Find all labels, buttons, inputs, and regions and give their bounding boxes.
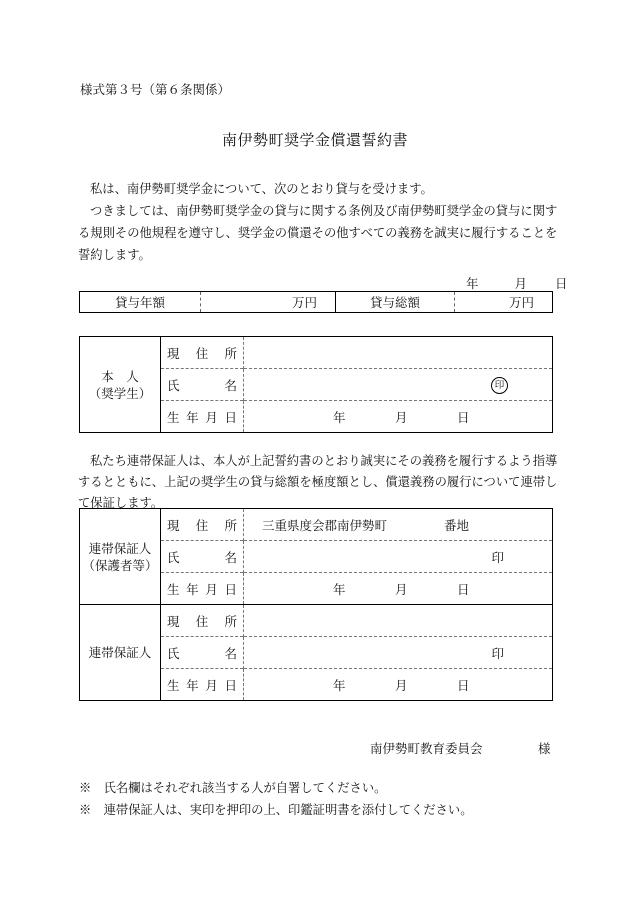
guarantor2-name-field[interactable] bbox=[244, 637, 553, 669]
intro-line: る規則その他規程を遵守し、奨学金の償還その他すべての義務を誠実に履行することを bbox=[78, 226, 558, 240]
intro-line: 誓約します。 bbox=[78, 248, 151, 262]
month-label: 月 bbox=[395, 677, 408, 693]
guarantor1-heading bbox=[80, 509, 161, 605]
address-label: 現 住 所 bbox=[161, 605, 244, 637]
intro-paragraph bbox=[78, 178, 560, 266]
guarantor1-address-prefix: 三重県度会郡南伊勢町 bbox=[262, 517, 388, 533]
loan-total-unit: 万円 bbox=[508, 295, 534, 310]
guarantor-line: て保証します。 bbox=[78, 496, 164, 510]
loan-amount-table bbox=[79, 291, 553, 313]
name-label: 氏 名 bbox=[161, 369, 244, 401]
birthdate-label: 生 年 月 日 bbox=[161, 669, 244, 701]
name-label: 氏 名 bbox=[161, 637, 244, 669]
student-birthdate-field[interactable] bbox=[244, 401, 553, 433]
intro-line: 私は、南伊勢町奨学金について、次のとおり貸与を受けます。 bbox=[90, 182, 433, 196]
seal-mark: 印 bbox=[491, 377, 508, 394]
year-label: 年 bbox=[333, 677, 346, 693]
guarantor1-birthdate-field[interactable] bbox=[244, 573, 553, 605]
guarantor-line: 私たち連帯保証人は、本人が上記誓約書のとおり誠実にその義務を履行するよう指導 bbox=[90, 454, 558, 468]
address-label: 現 住 所 bbox=[161, 337, 244, 369]
intro-line: つきましては、南伊勢町奨学金の貸与に関する条例及び南伊勢町奨学金の貸与に関す bbox=[90, 204, 558, 218]
guarantor2-heading bbox=[80, 605, 161, 701]
guarantor2-address-field[interactable] bbox=[244, 605, 553, 637]
guarantor1-heading-line1: 連帯保証人 bbox=[88, 540, 152, 556]
year-label: 年 bbox=[333, 581, 346, 597]
guarantor-line: するとともに、上記の奨学生の貸与総額を極度額とし、償還義務の履行について連帯し bbox=[78, 475, 558, 489]
guarantor1-address-field[interactable] bbox=[244, 509, 553, 541]
student-address-field[interactable] bbox=[244, 337, 553, 369]
guarantor2-birthdate-field[interactable] bbox=[244, 669, 553, 701]
student-heading-line2: （奨学生） bbox=[88, 385, 152, 401]
month-label: 月 bbox=[395, 581, 408, 597]
loan-annual-label: 貸与年額 bbox=[80, 292, 201, 313]
guarantor1-heading-line2: （保護者等） bbox=[82, 557, 158, 573]
recipient-honorific: 様 bbox=[538, 741, 551, 756]
name-label: 氏 名 bbox=[161, 541, 244, 573]
form-number: 様式第３号（第６条関係） bbox=[80, 82, 231, 97]
guarantor1-name-field[interactable] bbox=[244, 541, 553, 573]
birthdate-label: 生 年 月 日 bbox=[161, 573, 244, 605]
pledge-date bbox=[466, 274, 567, 292]
month-label: 月 bbox=[395, 409, 408, 425]
note-item: ※ 連帯保証人は、実印を押印の上、印鑑証明書を添付してください。 bbox=[79, 803, 473, 817]
date-month: 月 bbox=[514, 276, 527, 291]
guarantor1-address-suffix: 番地 bbox=[444, 517, 470, 533]
day-label: 日 bbox=[457, 409, 470, 425]
address-label: 現 住 所 bbox=[161, 509, 244, 541]
loan-total-label: 貸与総額 bbox=[336, 292, 455, 313]
seal-mark: 印 bbox=[491, 645, 504, 661]
student-heading bbox=[80, 337, 161, 433]
year-label: 年 bbox=[333, 409, 346, 425]
date-year: 年 bbox=[466, 276, 479, 291]
seal-mark: 印 bbox=[491, 549, 504, 565]
loan-annual-field[interactable] bbox=[201, 292, 336, 313]
birthdate-label: 生 年 月 日 bbox=[161, 401, 244, 433]
student-name-field[interactable] bbox=[244, 369, 553, 401]
date-day: 日 bbox=[554, 276, 568, 291]
note-item: ※ 氏名欄はそれぞれ該当する人が自署してください。 bbox=[79, 781, 387, 795]
guarantor2-heading-line1: 連帯保証人 bbox=[88, 645, 152, 660]
student-heading-line1: 本 人 bbox=[101, 368, 139, 384]
guarantor-paragraph bbox=[78, 451, 560, 514]
loan-total-field[interactable] bbox=[455, 292, 553, 313]
loan-annual-unit: 万円 bbox=[291, 295, 317, 310]
day-label: 日 bbox=[457, 677, 470, 693]
day-label: 日 bbox=[457, 581, 470, 597]
student-table bbox=[79, 336, 553, 433]
page-title: 南伊勢町奨学金償還誓約書 bbox=[221, 131, 408, 149]
recipient-organization: 南伊勢町教育委員会 bbox=[370, 741, 483, 756]
guarantor-table bbox=[79, 508, 553, 701]
